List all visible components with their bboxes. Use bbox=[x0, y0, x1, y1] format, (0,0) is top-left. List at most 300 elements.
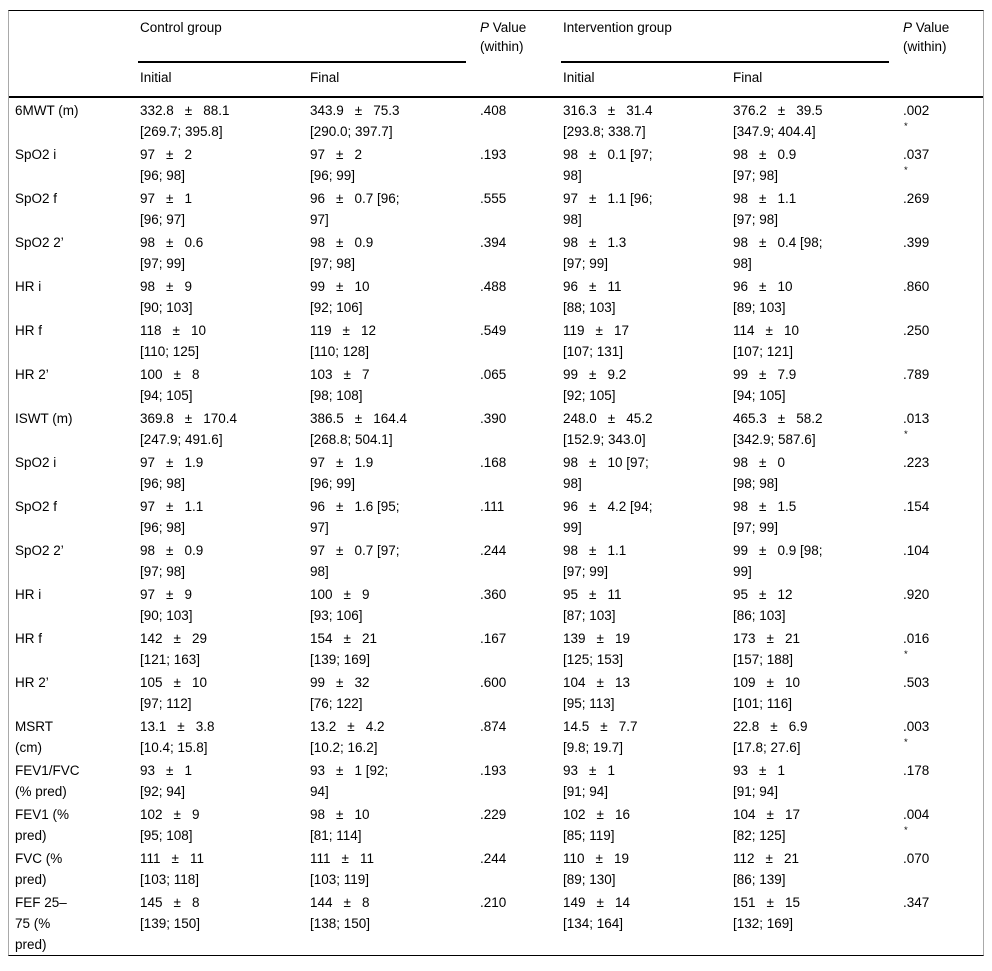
control-final-cell bbox=[304, 582, 474, 626]
value-line: [107; 121] bbox=[733, 344, 794, 359]
control-final-cell bbox=[304, 274, 474, 318]
intervention-initial-cell bbox=[557, 714, 727, 758]
row-label-line: (cm) bbox=[15, 740, 42, 755]
value-line: [98; 108] bbox=[310, 388, 363, 403]
intervention-final-cell bbox=[727, 890, 897, 955]
p-value-control-cell bbox=[474, 626, 557, 670]
value-line: [92; 106] bbox=[310, 300, 363, 315]
value-line: 97 ± 1.9 bbox=[140, 452, 302, 473]
p-value-control-cell bbox=[474, 494, 557, 538]
value-line: 112 ± 21 bbox=[733, 848, 895, 869]
p-value: .210 bbox=[480, 895, 507, 910]
value-line: [91; 94] bbox=[733, 784, 779, 799]
plus-minus-symbol: ± bbox=[166, 455, 174, 470]
row-label bbox=[9, 802, 134, 846]
p-value-word: Value bbox=[492, 20, 527, 35]
table-row bbox=[9, 802, 983, 846]
plus-minus-symbol: ± bbox=[343, 367, 351, 382]
p-value-control-cell bbox=[474, 758, 557, 802]
plus-minus-symbol: ± bbox=[766, 895, 774, 910]
plus-minus-symbol: ± bbox=[336, 191, 344, 206]
row-label bbox=[9, 758, 134, 802]
intervention-final-cell bbox=[727, 98, 897, 142]
value-line: 332.8 ± 88.1 bbox=[140, 100, 302, 121]
value-line: 111 ± 11 bbox=[310, 848, 472, 869]
p-within-line: (within) bbox=[903, 39, 947, 54]
p-value: .244 bbox=[480, 543, 507, 558]
value-line: [82; 125] bbox=[733, 828, 786, 843]
plus-minus-symbol: ± bbox=[166, 279, 174, 294]
value-line: 144 ± 8 bbox=[310, 892, 472, 913]
value-line: 248.0 ± 45.2 bbox=[563, 408, 725, 429]
value-line: 98 ± 1.1 bbox=[733, 188, 895, 209]
value-line: 103 ± 7 bbox=[310, 364, 472, 385]
row-label-line: FEF 25– bbox=[15, 895, 67, 910]
intervention-final-cell bbox=[727, 318, 897, 362]
plus-minus-symbol: ± bbox=[589, 367, 597, 382]
row-label-line: 75 (% bbox=[15, 916, 51, 931]
plus-minus-symbol: ± bbox=[607, 103, 616, 118]
p-value: .037 * bbox=[903, 144, 981, 186]
plus-minus-symbol: ± bbox=[166, 499, 174, 514]
value-line: 98 ± 0.6 bbox=[140, 232, 302, 253]
intervention-initial-cell bbox=[557, 626, 727, 670]
p-value: .070 bbox=[903, 851, 930, 866]
significance-asterisk: * bbox=[904, 825, 908, 836]
control-final-cell bbox=[304, 186, 474, 230]
value-line: 98 ± 0.9 bbox=[140, 540, 302, 561]
control-final-cell bbox=[304, 846, 474, 890]
plus-minus-symbol: ± bbox=[184, 103, 193, 118]
table-row bbox=[9, 318, 983, 362]
value-line: [87; 103] bbox=[563, 608, 616, 623]
control-final-cell bbox=[304, 670, 474, 714]
p-value-control-cell bbox=[474, 406, 557, 450]
value-line: [342.9; 587.6] bbox=[733, 432, 816, 447]
value-line: 104 ± 17 bbox=[733, 804, 895, 825]
plus-minus-symbol: ± bbox=[770, 719, 778, 734]
table-row bbox=[9, 98, 983, 142]
value-line: 98] bbox=[563, 168, 582, 183]
control-initial-cell bbox=[134, 670, 304, 714]
value-line: 465.3 ± 58.2 bbox=[733, 408, 895, 429]
p-value: .004 * bbox=[903, 804, 981, 846]
row-label-line: HR f bbox=[15, 323, 42, 338]
plus-minus-symbol: ± bbox=[166, 191, 174, 206]
p-value: .229 bbox=[480, 807, 507, 822]
plus-minus-symbol: ± bbox=[759, 499, 767, 514]
value-line: [139; 169] bbox=[310, 652, 371, 667]
row-label bbox=[9, 714, 134, 758]
value-line: 139 ± 19 bbox=[563, 628, 725, 649]
intervention-final-cell bbox=[727, 538, 897, 582]
plus-minus-symbol: ± bbox=[173, 807, 181, 822]
value-line: 98 ± 9 bbox=[140, 276, 302, 297]
row-label-line: SpO2 f bbox=[15, 191, 58, 206]
plus-minus-symbol: ± bbox=[759, 543, 767, 558]
p-value-within-header-intervention bbox=[897, 11, 983, 63]
control-initial-cell bbox=[134, 846, 304, 890]
control-final-cell bbox=[304, 802, 474, 846]
value-line: 98 ± 10 bbox=[310, 804, 472, 825]
p-value-intervention-cell bbox=[897, 406, 983, 450]
plus-minus-symbol: ± bbox=[342, 323, 350, 338]
value-line: 114 ± 10 bbox=[733, 320, 895, 341]
value-line: 97 ± 1 bbox=[140, 188, 302, 209]
intervention-initial-cell bbox=[557, 98, 727, 142]
p-value: .360 bbox=[480, 587, 507, 602]
value-line: [96; 98] bbox=[140, 476, 186, 491]
plus-minus-symbol: ± bbox=[177, 719, 185, 734]
p-value: .002 * bbox=[903, 100, 981, 142]
row-label-line: SpO2 i bbox=[15, 455, 57, 470]
value-line: 99 ± 9.2 bbox=[563, 364, 725, 385]
p-value-intervention-cell bbox=[897, 98, 983, 142]
plus-minus-symbol: ± bbox=[347, 719, 355, 734]
plus-minus-symbol: ± bbox=[777, 103, 786, 118]
value-line: 98 ± 1.5 bbox=[733, 496, 895, 517]
value-line: 98 ± 1.1 bbox=[563, 540, 725, 561]
plus-minus-symbol: ± bbox=[171, 851, 179, 866]
p-value-intervention-cell bbox=[897, 890, 983, 955]
control-initial-cell bbox=[134, 802, 304, 846]
row-label-line: FVC (% bbox=[15, 851, 63, 866]
table-row bbox=[9, 846, 983, 890]
control-group-rule bbox=[138, 61, 466, 63]
plus-minus-symbol: ± bbox=[759, 279, 767, 294]
significance-asterisk: * bbox=[904, 121, 908, 132]
value-line: [95; 113] bbox=[563, 696, 615, 711]
intervention-initial-cell bbox=[557, 538, 727, 582]
value-line: 98] bbox=[733, 256, 752, 271]
value-line: 343.9 ± 75.3 bbox=[310, 100, 472, 121]
value-line: [86; 139] bbox=[733, 872, 786, 887]
p-value: .874 bbox=[480, 719, 507, 734]
p-value-control-cell bbox=[474, 538, 557, 582]
row-label bbox=[9, 98, 134, 142]
plus-minus-symbol: ± bbox=[166, 587, 174, 602]
group-header-row bbox=[9, 11, 983, 63]
plus-minus-symbol: ± bbox=[589, 147, 597, 162]
plus-minus-symbol: ± bbox=[766, 807, 774, 822]
value-line: 98] bbox=[563, 212, 582, 227]
row-label-line: ISWT (m) bbox=[15, 411, 73, 426]
p-value: .920 bbox=[903, 587, 930, 602]
value-line: [90; 103] bbox=[140, 608, 193, 623]
p-value-intervention-cell bbox=[897, 142, 983, 186]
row-label bbox=[9, 450, 134, 494]
intervention-final-cell bbox=[727, 758, 897, 802]
plus-minus-symbol: ± bbox=[595, 323, 603, 338]
value-line: 97 ± 2 bbox=[140, 144, 302, 165]
plus-minus-symbol: ± bbox=[759, 367, 767, 382]
control-final-cell bbox=[304, 362, 474, 406]
value-line: 154 ± 21 bbox=[310, 628, 472, 649]
p-value-control-cell bbox=[474, 714, 557, 758]
value-line: 97] bbox=[310, 520, 329, 535]
row-label-line: HR f bbox=[15, 631, 42, 646]
value-line: [97; 98] bbox=[733, 168, 779, 183]
value-line: 100 ± 8 bbox=[140, 364, 302, 385]
value-line: [97; 99] bbox=[563, 256, 609, 271]
p-value: .549 bbox=[480, 323, 507, 338]
intervention-group-rule bbox=[561, 61, 889, 63]
plus-minus-symbol: ± bbox=[759, 147, 767, 162]
plus-minus-symbol: ± bbox=[173, 631, 181, 646]
value-line: [110; 128] bbox=[310, 344, 370, 359]
p-value: .390 bbox=[480, 411, 507, 426]
plus-minus-symbol: ± bbox=[765, 851, 773, 866]
plus-minus-symbol: ± bbox=[589, 191, 597, 206]
value-line: [97; 99] bbox=[140, 256, 186, 271]
intervention-initial-cell bbox=[557, 362, 727, 406]
row-label-header-empty bbox=[9, 11, 134, 63]
plus-minus-symbol: ± bbox=[589, 587, 597, 602]
value-line: [96; 98] bbox=[140, 168, 186, 183]
plus-minus-symbol: ± bbox=[759, 191, 767, 206]
p-value-control-cell bbox=[474, 362, 557, 406]
value-line: 151 ± 15 bbox=[733, 892, 895, 913]
control-initial-cell bbox=[134, 274, 304, 318]
value-line: [152.9; 343.0] bbox=[563, 432, 646, 447]
table-row bbox=[9, 362, 983, 406]
value-line: [121; 163] bbox=[140, 652, 201, 667]
value-line: 94] bbox=[310, 784, 329, 799]
p-value: .167 bbox=[480, 631, 507, 646]
p-value-control-cell bbox=[474, 670, 557, 714]
value-line: [10.2; 16.2] bbox=[310, 740, 378, 755]
intervention-final-cell bbox=[727, 450, 897, 494]
intervention-initial-cell bbox=[557, 846, 727, 890]
control-final-cell bbox=[304, 450, 474, 494]
plus-minus-symbol: ± bbox=[336, 235, 344, 250]
control-final-cell bbox=[304, 494, 474, 538]
intervention-group-header bbox=[557, 11, 897, 63]
row-label bbox=[9, 142, 134, 186]
intervention-initial-cell bbox=[557, 582, 727, 626]
plus-minus-symbol: ± bbox=[336, 543, 344, 558]
control-initial-cell bbox=[134, 582, 304, 626]
plus-minus-symbol: ± bbox=[354, 103, 363, 118]
value-line: 109 ± 10 bbox=[733, 672, 895, 693]
p-value-intervention-cell bbox=[897, 626, 983, 670]
p-value-intervention-cell bbox=[897, 670, 983, 714]
value-line: [93; 106] bbox=[310, 608, 363, 623]
significance-asterisk: * bbox=[904, 649, 908, 660]
value-line: 104 ± 13 bbox=[563, 672, 725, 693]
row-label bbox=[9, 538, 134, 582]
value-line: 97] bbox=[310, 212, 329, 227]
row-label-line: HR 2’ bbox=[15, 675, 49, 690]
value-line: [9.8; 19.7] bbox=[563, 740, 624, 755]
value-line: [85; 119] bbox=[563, 828, 615, 843]
value-line: 14.5 ± 7.7 bbox=[563, 716, 725, 737]
value-line: [90; 103] bbox=[140, 300, 193, 315]
value-line: 98 ± 0.9 bbox=[733, 144, 895, 165]
p-value-control-cell bbox=[474, 318, 557, 362]
row-label-line: pred) bbox=[15, 828, 47, 843]
value-line: 98] bbox=[563, 476, 582, 491]
value-line: 99] bbox=[733, 564, 752, 579]
p-value: .488 bbox=[480, 279, 507, 294]
plus-minus-symbol: ± bbox=[589, 279, 597, 294]
intervention-initial-cell bbox=[557, 274, 727, 318]
p-value-intervention-cell bbox=[897, 846, 983, 890]
p-value: .193 bbox=[480, 763, 507, 778]
value-line: [95; 108] bbox=[140, 828, 193, 843]
intervention-initial-cell bbox=[557, 406, 727, 450]
control-initial-cell bbox=[134, 494, 304, 538]
value-line: [269.7; 395.8] bbox=[140, 124, 223, 139]
row-label-line: FEV1 (% bbox=[15, 807, 70, 822]
p-value-intervention-cell bbox=[897, 450, 983, 494]
subheader-row bbox=[9, 63, 983, 96]
value-line: 97 ± 9 bbox=[140, 584, 302, 605]
value-line: [96; 98] bbox=[140, 520, 186, 535]
plus-minus-symbol: ± bbox=[607, 411, 616, 426]
row-label-line: pred) bbox=[15, 937, 47, 952]
p-value-intervention-cell bbox=[897, 186, 983, 230]
row-label bbox=[9, 670, 134, 714]
plus-minus-symbol: ± bbox=[765, 323, 773, 338]
control-initial-cell bbox=[134, 714, 304, 758]
plus-minus-symbol: ± bbox=[343, 895, 351, 910]
value-line: 13.1 ± 3.8 bbox=[140, 716, 302, 737]
plus-minus-symbol: ± bbox=[589, 235, 597, 250]
intervention-final-cell bbox=[727, 670, 897, 714]
p-value: .016 * bbox=[903, 628, 981, 670]
significance-asterisk: * bbox=[904, 165, 908, 176]
row-label-line: HR i bbox=[15, 587, 42, 602]
value-line: [97; 112] bbox=[140, 696, 192, 711]
p-value-control-cell bbox=[474, 582, 557, 626]
p-value: .003 * bbox=[903, 716, 981, 758]
control-initial-cell bbox=[134, 142, 304, 186]
table-row bbox=[9, 582, 983, 626]
p-value-control-cell bbox=[474, 890, 557, 955]
control-final-cell bbox=[304, 230, 474, 274]
table-row bbox=[9, 274, 983, 318]
intervention-final-cell bbox=[727, 714, 897, 758]
value-line: 93 ± 1 bbox=[140, 760, 302, 781]
row-label-line: MSRT bbox=[15, 719, 54, 734]
p-value-control-cell bbox=[474, 802, 557, 846]
value-line: 119 ± 12 bbox=[310, 320, 472, 341]
table-row bbox=[9, 758, 983, 802]
control-final-cell bbox=[304, 758, 474, 802]
value-line: [97; 99] bbox=[733, 520, 779, 535]
control-group-label: Control group bbox=[140, 20, 222, 35]
value-line: 97 ± 1.1 bbox=[140, 496, 302, 517]
p-value-intervention-cell bbox=[897, 274, 983, 318]
intervention-final-cell bbox=[727, 230, 897, 274]
p-value-control-cell bbox=[474, 846, 557, 890]
control-initial-cell bbox=[134, 318, 304, 362]
value-line: 96 ± 10 bbox=[733, 276, 895, 297]
value-line: 173 ± 21 bbox=[733, 628, 895, 649]
p-value: .178 bbox=[903, 763, 930, 778]
plus-minus-symbol: ± bbox=[589, 763, 597, 778]
row-label-line: SpO2 2’ bbox=[15, 543, 64, 558]
intervention-final-cell bbox=[727, 186, 897, 230]
control-final-cell bbox=[304, 714, 474, 758]
row-label bbox=[9, 274, 134, 318]
value-line: [94; 105] bbox=[140, 388, 193, 403]
value-line: [97; 98] bbox=[310, 256, 356, 271]
p-value-within-header-control bbox=[474, 11, 557, 63]
value-line: [103; 119] bbox=[310, 872, 370, 887]
plus-minus-symbol: ± bbox=[173, 675, 181, 690]
p-value-intervention-cell bbox=[897, 230, 983, 274]
intervention-final-cell bbox=[727, 802, 897, 846]
control-initial-cell bbox=[134, 406, 304, 450]
value-line: 22.8 ± 6.9 bbox=[733, 716, 895, 737]
p-value-intervention-cell bbox=[897, 494, 983, 538]
control-initial-header: Initial bbox=[140, 70, 172, 85]
p-value: .394 bbox=[480, 235, 507, 250]
value-line: 96 ± 11 bbox=[563, 276, 725, 297]
p-value-intervention-cell bbox=[897, 758, 983, 802]
p-value-control-cell bbox=[474, 142, 557, 186]
plus-minus-symbol: ± bbox=[173, 367, 181, 382]
p-value-control-cell bbox=[474, 186, 557, 230]
value-line: [89; 103] bbox=[733, 300, 786, 315]
plus-minus-symbol: ± bbox=[336, 455, 344, 470]
plus-minus-symbol: ± bbox=[184, 411, 193, 426]
control-final-cell bbox=[304, 406, 474, 450]
p-value: .154 bbox=[903, 499, 930, 514]
p-value: .013 * bbox=[903, 408, 981, 450]
table-row bbox=[9, 626, 983, 670]
value-line: [247.9; 491.6] bbox=[140, 432, 223, 447]
p-value: .860 bbox=[903, 279, 930, 294]
control-final-cell bbox=[304, 98, 474, 142]
control-final-cell bbox=[304, 538, 474, 582]
value-line: [107; 131] bbox=[563, 344, 624, 359]
control-final-header: Final bbox=[310, 70, 340, 85]
table-row bbox=[9, 142, 983, 186]
plus-minus-symbol: ± bbox=[766, 675, 774, 690]
plus-minus-symbol: ± bbox=[596, 895, 604, 910]
value-line: [134; 164] bbox=[563, 916, 624, 931]
value-line: [92; 94] bbox=[140, 784, 186, 799]
p-value-line bbox=[903, 18, 981, 37]
value-line: [88; 103] bbox=[563, 300, 616, 315]
value-line: 119 ± 17 bbox=[563, 320, 725, 341]
control-initial-cell bbox=[134, 450, 304, 494]
plus-minus-symbol: ± bbox=[766, 631, 774, 646]
p-value: .223 bbox=[903, 455, 930, 470]
p-symbol: P bbox=[903, 20, 913, 35]
intervention-final-cell bbox=[727, 626, 897, 670]
intervention-initial-header: Initial bbox=[563, 70, 595, 85]
row-label bbox=[9, 406, 134, 450]
value-line: 100 ± 9 bbox=[310, 584, 472, 605]
value-line: [76; 122] bbox=[310, 696, 363, 711]
value-line: [96; 99] bbox=[310, 476, 356, 491]
table-row bbox=[9, 406, 983, 450]
plus-minus-symbol: ± bbox=[596, 675, 604, 690]
control-final-cell bbox=[304, 626, 474, 670]
plus-minus-symbol: ± bbox=[343, 587, 351, 602]
p-value: .244 bbox=[480, 851, 507, 866]
results-table bbox=[8, 10, 984, 956]
table-header bbox=[9, 11, 983, 98]
plus-minus-symbol: ± bbox=[589, 499, 597, 514]
subheader-empty-p2 bbox=[897, 63, 983, 96]
row-label bbox=[9, 890, 134, 955]
table-row bbox=[9, 538, 983, 582]
